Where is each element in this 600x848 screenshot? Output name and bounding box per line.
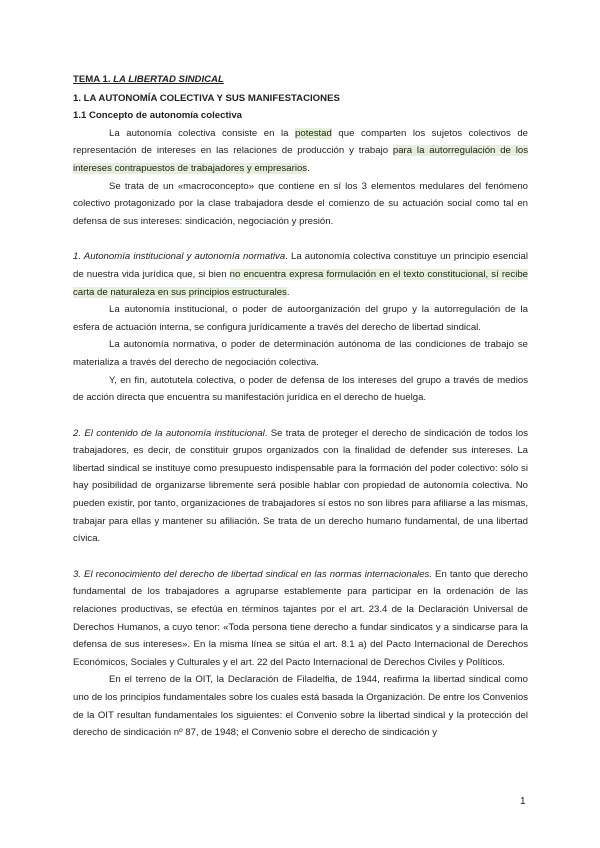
paragraph-9: En el terreno de la OIT, la Declaración de Filadelfia, de 1944, reafirma la libertad sindical como uno de los principios fundamentales sobre los cuales está basada la Organización. De entre los Convenios de la OIT resultan fundamentales los siguientes: el Convenio sobre la libertad sindical y la protección del derecho de sindicación nº 87, de 1948; el Convenio sobre el derecho de sindicación y xyxy=(73,674,528,739)
highlight-texto-constitucional: no encuentra expresa formulación en el texto constitucional, sí recibe carta de naturaleza en sus principios estructurales xyxy=(73,268,528,298)
paragraph-8: 3. El reconocimiento del derecho de libertad sindical en las normas internacionales. En tanto que derecho fundamental de los trabajadores a agruparse establemente para participar en la ordenación de las relaciones productivas, se efectúa en términos tajantes por el art. 23.4 de la Declaración Universal de Derechos Humanos, a cuyo tenor: «Toda persona tiene derecho a fundar sindicatos y a sindicarse para la defensa de sus intereses». En la misma línea se sitúa el art. 8.1 a) del Pacto Internacional de Derechos Económicos, Sociales y Culturales y el art. 22 del Pacto Internacional de Derechos Civiles y Políticos. xyxy=(73,568,528,668)
document-title xyxy=(73,71,528,89)
paragraph-3: 1. Autonomía institucional y autonomía normativa. La autonomía colectiva constituye un principio esencial de nuestra vida jurídica que, si bien no encuentra expresa formulación en el texto constitucional, sí recibe carta de naturaleza en sus principios estructurales. xyxy=(73,251,528,298)
paragraph-5: La autonomía normativa, o poder de determinación autónoma de las condiciones de trabajo se materializa a través del derecho de negociación colectiva. xyxy=(73,339,528,368)
highlight-autorregulacion: para la autorregulación de los intereses contrapuestos de trabajadores y empresarios xyxy=(73,145,528,174)
page-number: 1 xyxy=(520,796,526,807)
paragraph-8-heading: 3. El reconocimiento del derecho de libertad sindical en las normas internacionales. xyxy=(73,568,432,580)
paragraph-2: Se trata de un «macroconcepto» que contiene en sí los 3 elementos medulares del fenómeno colectivo protagonizado por la clase trabajadora desde el comienzo de su actuación social como tal en defensa de sus intereses: sindicación, negociación y presión. xyxy=(73,180,528,227)
section-heading: 1. LA AUTONOMÍA COLECTIVA Y SUS MANIFESTACIONES xyxy=(73,92,340,104)
subsection-heading: 1.1 Concepto de autonomía colectiva xyxy=(73,110,242,122)
document-body xyxy=(73,71,528,742)
paragraph-7-heading: 2. El contenido de la autonomía institucional xyxy=(73,427,265,439)
paragraph-3-heading: 1. Autonomía institucional y autonomía normativa xyxy=(73,251,286,263)
title-main: LA LIBERTAD SINDICAL xyxy=(113,74,224,85)
paragraph-7: 2. El contenido de la autonomía institucional. Se trata de proteger el derecho de sindicación de todos los trabajadores, es decir, de constituir grupos organizados con la finalidad de defender sus intereses. La libertad sindical se instituye como presupuesto indispensable para la formación del poder colectivo: sólo si hay posibilidad de organizarse libremente será posible hablar con propiedad de autonomía colectiva. No pueden existir, por tanto, organizaciones de trabajadores sí estos no son libres para afiliarse a las mismas, trabajar para ellas y mantener su afiliación. Se trata de un derecho humano fundamental, de una libertad cívica. xyxy=(73,427,529,545)
paragraph-1: La autonomía colectiva consiste en la potestad que comparten los sujetos colectivos de representación de intereses en las relaciones de producción y trabajo para la autorregulación de los intereses contrapuestos de trabajadores y empresarios. xyxy=(73,127,528,174)
highlight-potestad: potestad xyxy=(295,127,332,139)
paragraph-6: Y, en fin, autotutela colectiva, o poder de defensa de los intereses del grupo a través de medios de acción directa que encuentra su manifestación jurídica en el derecho de huelga. xyxy=(73,374,528,404)
title-prefix: TEMA 1. xyxy=(73,74,111,85)
paragraph-4: La autonomía institucional, o poder de autoorganización del grupo y la autorregulación de la esfera de actuación interna, se configura jurídicamente a través del derecho de libertad sindical. xyxy=(73,304,528,333)
